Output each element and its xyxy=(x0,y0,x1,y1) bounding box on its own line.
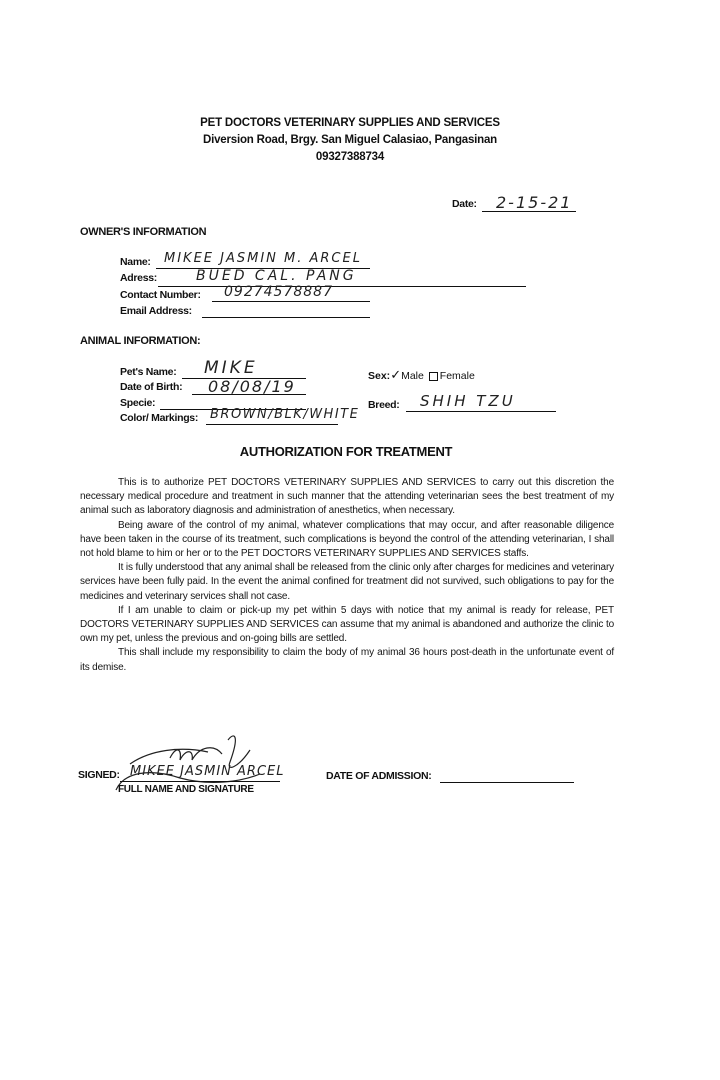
paragraph-4: If I am unable to claim or pick-up my pet within 5 days with notice that my animal is ready for release, PET DOCTORS VETERINARY SUPPLIES AND SERVICES can assume that my animal is abandoned and authorize the clinic to own my pet, unless the previous and on-going bills are settled. xyxy=(80,604,614,645)
owner-contact-value: 09274578887 xyxy=(224,284,333,300)
signed-name: MIKEE JASMIN ARCEL xyxy=(130,764,285,779)
animal-heading: ANIMAL INFORMATION: xyxy=(80,335,201,347)
breed-value: SHIH TZU xyxy=(420,392,516,410)
sex-field xyxy=(368,367,475,383)
paragraph-5: This shall include my responsibility to claim the body of my animal 36 hours post-death in the unfortunate event of its demise. xyxy=(80,647,614,673)
owner-email-label: Email Address: xyxy=(120,305,192,317)
sex-label: Sex: xyxy=(368,370,391,382)
dob-value: 08/08/19 xyxy=(208,377,296,396)
owner-email-line xyxy=(202,317,370,318)
paragraph-3: It is fully understood that any animal shall be released from the clinic only after charges for medicines and veterinary services have been fully paid. In the event the animal confined for treatment did not survived, such obligations to pay for the medicines and veterinary services shall not case. xyxy=(80,562,614,602)
authorization-body xyxy=(80,476,614,675)
paragraph-1: This is to authorize PET DOCTORS VETERINARY SUPPLIES AND SERVICES to carry out this discretion the necessary medical procedure and treatment in such manner that the attending veterinarian sees the best treatment of my animal such as laboratory diagnosis and administration of anesthetics, when necessary. xyxy=(80,477,614,517)
pet-name-label: Pet's Name: xyxy=(120,366,177,378)
admission-line xyxy=(440,782,574,783)
signed-label: SIGNED: xyxy=(78,769,120,781)
sex-female-label: Female xyxy=(439,370,475,382)
checkmark-icon: ✓ xyxy=(390,367,402,382)
owner-heading: OWNER'S INFORMATION xyxy=(80,226,207,238)
color-value: BROWN/BLK/WHITE xyxy=(210,407,360,422)
sex-female-checkbox[interactable] xyxy=(429,372,438,381)
owner-address-label: Adress: xyxy=(120,272,157,284)
sex-male-label: Male xyxy=(401,370,424,382)
pet-name-value: MIKE xyxy=(204,358,258,378)
clinic-address: Diversion Road, Brgy. San Miguel Calasiao, Pangasinan xyxy=(202,134,497,146)
clinic-name: PET DOCTORS VETERINARY SUPPLIES AND SERVICES xyxy=(200,117,500,129)
admission-label: DATE OF ADMISSION: xyxy=(326,770,432,782)
specie-label: Specie: xyxy=(120,397,156,409)
breed-line xyxy=(406,411,556,412)
paragraph-2: Being aware of the control of my animal, whatever complications that may occur, and after reasonable diligence have been taken in the course of its treatment, such complications is beyond the control of the attending veterinarian, I shall not hold blame to him or her or to the PET DOCTORS VETERINARY SUPPLIES AND SERVICES staffs. xyxy=(80,519,614,560)
owner-address-value: BUED CAL. PANG xyxy=(196,268,357,284)
date-label: Date: xyxy=(452,198,477,210)
breed-label: Breed: xyxy=(368,399,400,411)
owner-address-line xyxy=(158,286,526,287)
authorization-title: AUTHORIZATION FOR TREATMENT xyxy=(239,444,453,459)
signature-caption: FULL NAME AND SIGNATURE xyxy=(118,784,254,795)
owner-name-label: Name: xyxy=(120,256,151,268)
clinic-phone: 09327388734 xyxy=(315,151,385,163)
owner-name-value: MIKEE JASMIN M. ARCEL xyxy=(164,251,362,266)
signed-line xyxy=(120,781,280,782)
date-value: 2-15-21 xyxy=(496,193,573,212)
dob-label: Date of Birth: xyxy=(120,381,183,393)
color-label: Color/ Markings: xyxy=(120,412,199,424)
owner-contact-label: Contact Number: xyxy=(120,289,201,301)
color-line xyxy=(206,424,338,425)
owner-contact-line xyxy=(212,301,370,302)
